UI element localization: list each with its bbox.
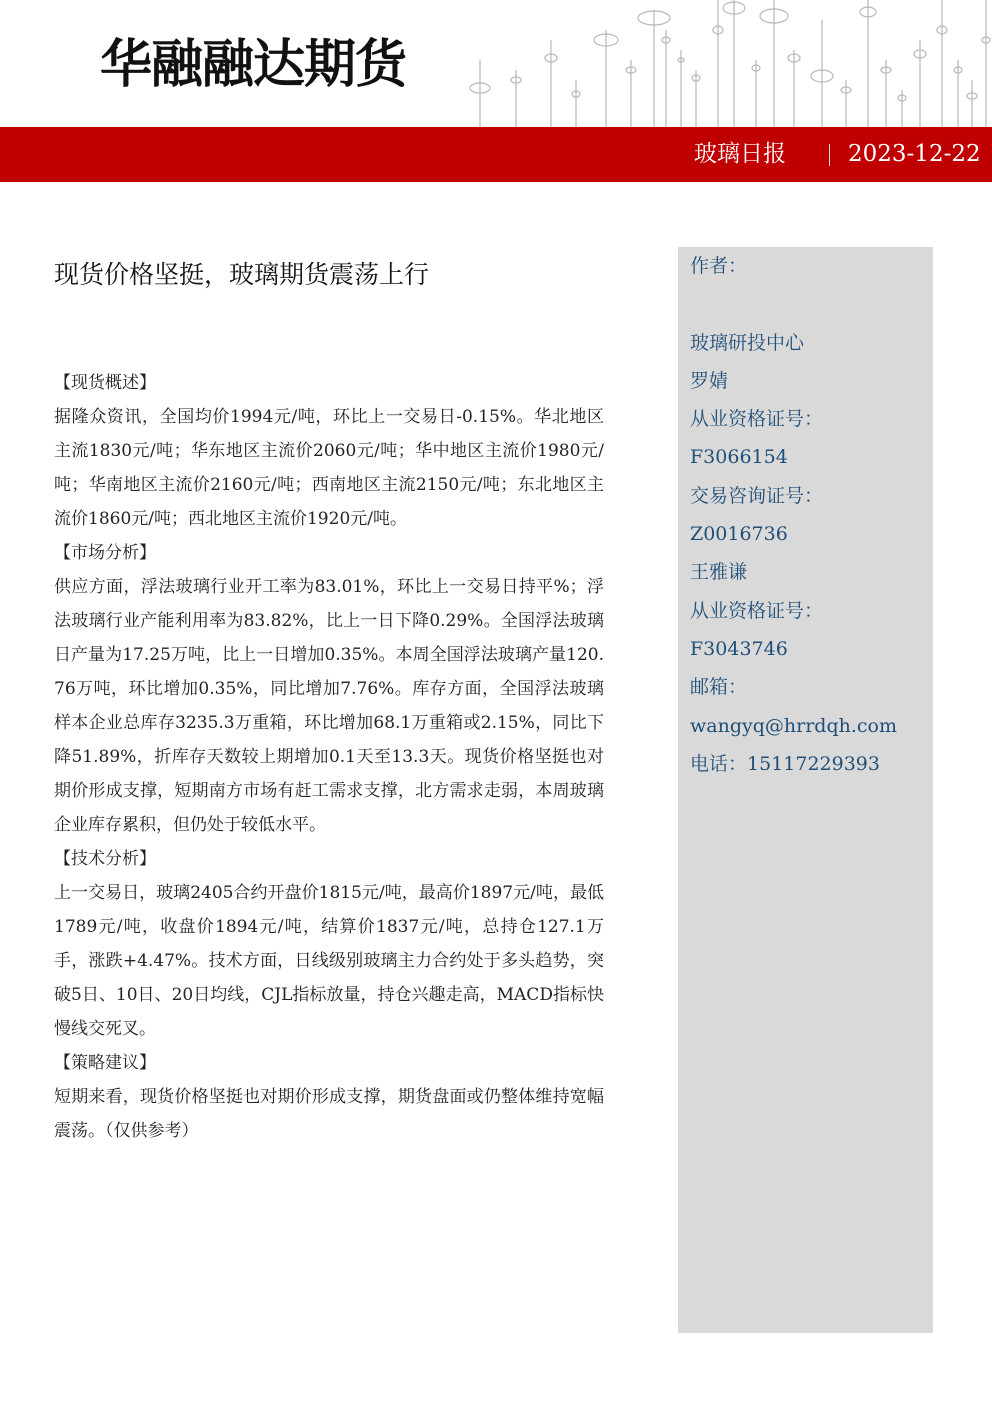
email-label: 邮箱： [690, 676, 748, 699]
decorative-lines-graphic [456, 0, 992, 132]
section-heading-market: 【市场分析】 [54, 543, 156, 563]
header-divider [829, 144, 830, 166]
article-title: 现货价格坚挺，玻璃期货震荡上行 [54, 260, 430, 289]
author-sidebar [678, 247, 933, 1333]
article-body [54, 366, 604, 1148]
phone-label: 电话： [690, 752, 748, 775]
section-body-strategy: 短期来看，现货价格坚挺也对期价形成支撑，期货盘面或仍整体维持宽幅震荡。（仅供参考） [54, 1087, 604, 1141]
section-heading-strategy: 【策略建议】 [54, 1053, 156, 1073]
author-1-consult-number: Z0016736 [690, 523, 788, 546]
author-1-qual-number: F3066154 [690, 446, 788, 469]
section-heading-spot: 【现货概述】 [54, 373, 156, 393]
author-2-name: 王雅谦 [690, 561, 748, 584]
phone-line [690, 745, 930, 783]
author-2-qual-label: 从业资格证号： [690, 599, 824, 622]
company-logo: 华融融达期货 [100, 35, 407, 95]
author-1-consult-label: 交易咨询证号： [690, 484, 824, 507]
header-red-band [0, 127, 992, 182]
blank-line [690, 285, 930, 323]
phone-number[interactable]: 15117229393 [747, 752, 880, 775]
author-1-qual-label: 从业资格证号： [690, 408, 824, 431]
section-body-market: 供应方面，浮法玻璃行业开工率为83.01%，环比上一交易日持平%；浮法玻璃行业产能利用率为83.82%，比上一日下降0.29%。全国浮法玻璃日产量为17.25万吨，比上一日增加0.35%。本周全国浮法玻璃产量120.76万吨，环比增加0.35%，同比增加7.76%。库存方面，全国浮法玻璃样本企业总库存3235.3万重箱，环比增加68.1万重箱或2.15%，同比下降51.89%，折库存天数较上期增加0.1天至13.3天。现货价格坚挺也对期价形成支撑，短期南方市场有赶工需求支撑，北方需求走弱，本周玻璃企业库存累积，但仍处于较低水平。 [54, 577, 604, 835]
email-address[interactable]: wangyq@hrrdqh.com [690, 714, 897, 737]
section-heading-technical: 【技术分析】 [54, 849, 156, 869]
section-body-spot: 据隆众资讯，全国均价1994元/吨，环比上一交易日-0.15%。华北地区主流1830元/吨；华东地区主流价2060元/吨；华中地区主流价1980元/吨；华南地区主流价2160元/吨；西南地区主流2150元/吨；东北地区主流价1860元/吨；西北地区主流价1920元/吨。 [54, 407, 604, 529]
author-1-name: 罗婧 [690, 369, 729, 392]
author-2-qual-number: F3043746 [690, 637, 788, 660]
author-label: 作者： [690, 255, 748, 277]
report-type: 玻璃日报 [694, 141, 786, 167]
section-body-technical: 上一交易日，玻璃2405合约开盘价1815元/吨，最高价1897元/吨，最低1789元/吨，收盘价1894元/吨，结算价1837元/吨，总持仓127.1万手，涨跌+4.47%。技术方面，日线级别玻璃主力合约处于多头趋势，突破5日、10日、20日均线，CJL指标放量，持仓兴趣走高，MACD指标快慢线交死叉。 [54, 883, 604, 1039]
report-date: 2023-12-22 [848, 141, 981, 167]
author-org: 玻璃研投中心 [690, 331, 805, 354]
